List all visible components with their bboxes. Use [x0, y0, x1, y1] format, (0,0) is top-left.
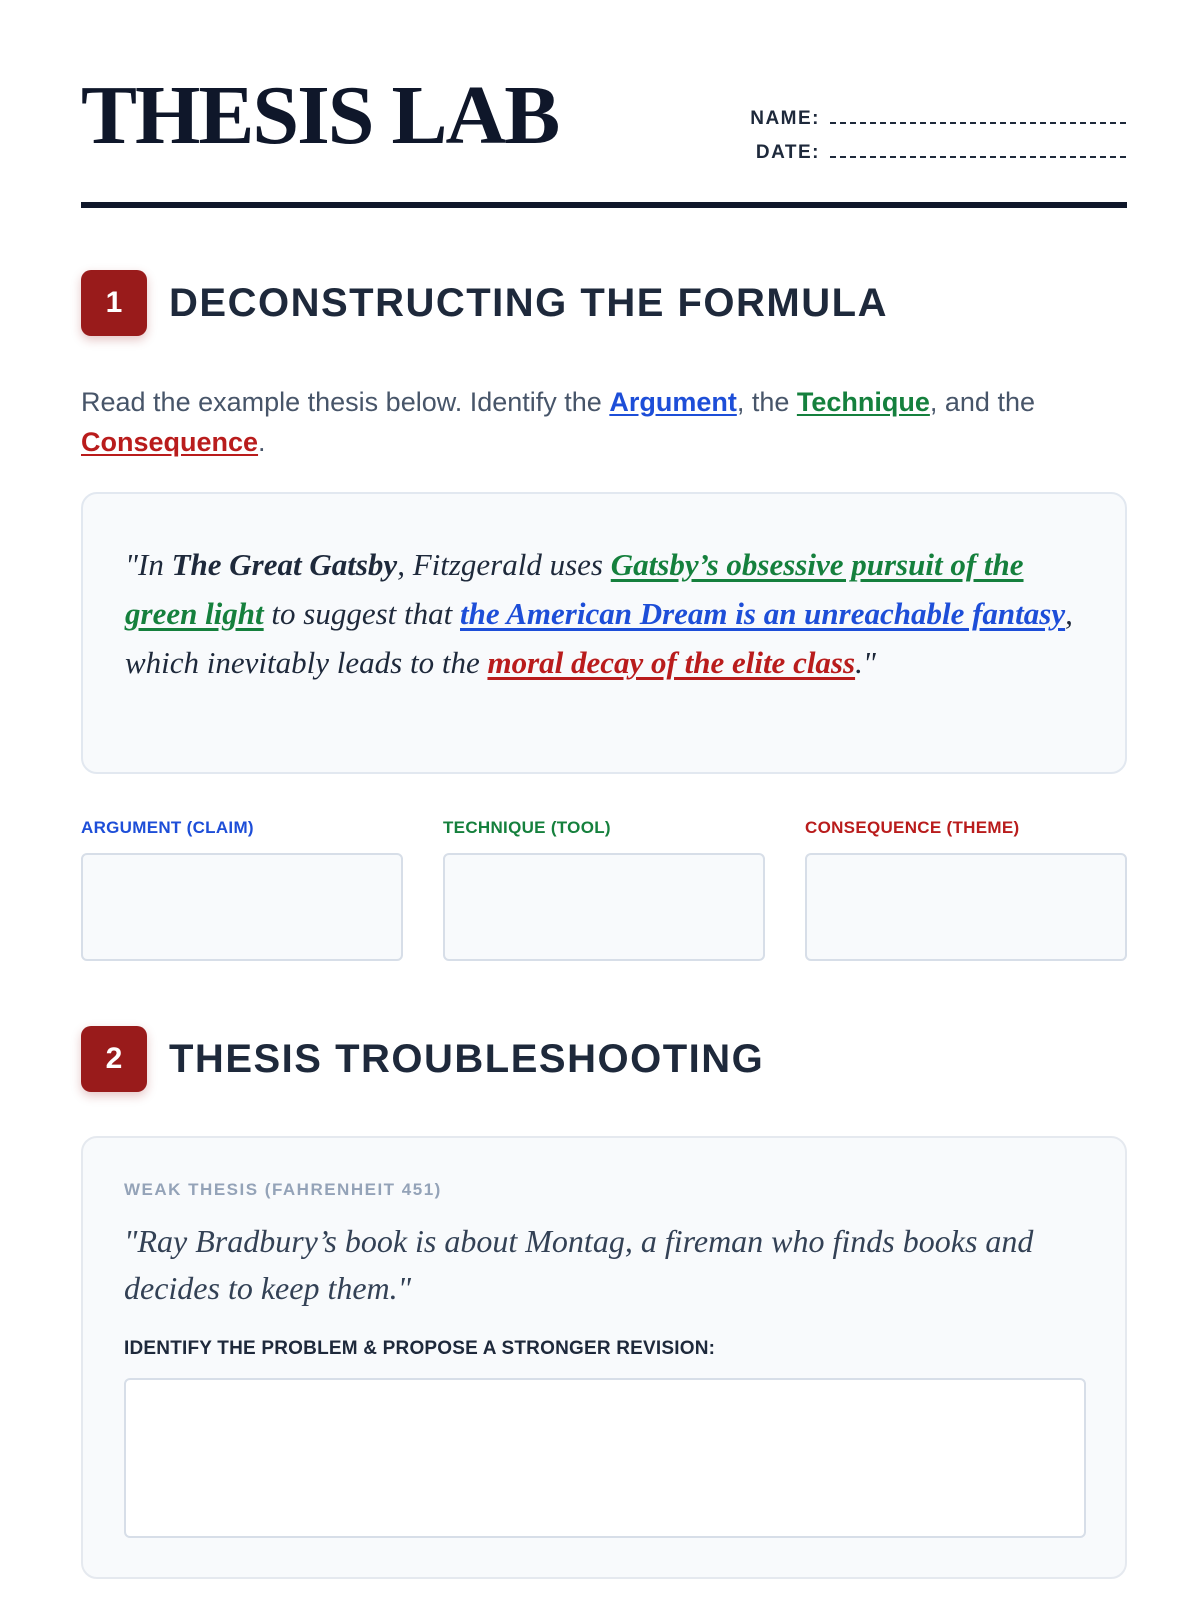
- header-divider: [81, 202, 1127, 208]
- date-label: DATE:: [755, 142, 820, 163]
- name-row: [750, 102, 1126, 136]
- section-2-heading: [81, 1026, 764, 1092]
- revision-input[interactable]: [124, 1378, 1086, 1538]
- instructions-text: , the: [736, 387, 797, 417]
- student-info: [750, 102, 1126, 170]
- technique-field-label: TECHNIQUE (TOOL): [443, 818, 611, 837]
- section-title: THESIS TROUBLESHOOTING: [169, 1036, 765, 1081]
- argument-input[interactable]: [81, 853, 403, 961]
- instructions-text: Read the example thesis below. Identify the: [81, 387, 610, 417]
- quote-text: .": [855, 645, 876, 680]
- section-title: DECONSTRUCTING THE FORMULA: [169, 280, 888, 325]
- revision-prompt: IDENTIFY THE PROBLEM & PROPOSE A STRONGER REVISION:: [124, 1338, 716, 1359]
- page-title: THESIS LAB: [81, 69, 559, 162]
- date-row: [750, 136, 1126, 170]
- quote-text: to suggest that: [263, 596, 460, 631]
- example-thesis-box: [81, 492, 1127, 774]
- technique-input[interactable]: [443, 853, 765, 961]
- consequence-highlight: moral decay of the elite class: [487, 645, 856, 680]
- quote-text: "In: [125, 547, 172, 582]
- technique-highlight: Gatsby’s obsessive pursuit of the green light: [125, 547, 1024, 631]
- section-1-heading: [81, 270, 888, 336]
- book-title: The Great Gatsby: [171, 547, 398, 582]
- argument-highlight: the American Dream is an unreachable fantasy: [460, 596, 1066, 631]
- section-number-badge: 1: [81, 270, 147, 336]
- consequence-keyword: Consequence: [81, 427, 259, 457]
- instructions-text: , and the: [929, 387, 1035, 417]
- technique-keyword: Technique: [796, 387, 930, 417]
- quote-text: , which inevitably leads to the: [125, 596, 1073, 680]
- quote-text: , Fitzgerald uses: [397, 547, 611, 582]
- argument-keyword: Argument: [609, 387, 737, 417]
- section-number-badge: 2: [81, 1026, 147, 1092]
- instructions-text: .: [258, 427, 266, 457]
- weak-thesis-label: WEAK THESIS (FAHRENHEIT 451): [124, 1180, 442, 1199]
- weak-thesis-quote: "Ray Bradbury’s book is about Montag, a fireman who finds books and decides to keep them.": [124, 1223, 1034, 1306]
- instructions: [81, 382, 1127, 462]
- consequence-input[interactable]: [805, 853, 1127, 961]
- name-field[interactable]: [830, 102, 1126, 124]
- troubleshooting-card: [81, 1136, 1127, 1579]
- argument-field-label: ARGUMENT (CLAIM): [81, 818, 254, 837]
- name-label: NAME:: [750, 108, 820, 129]
- example-thesis: [125, 540, 1083, 687]
- consequence-field-label: CONSEQUENCE (THEME): [805, 818, 1020, 837]
- date-field[interactable]: [830, 136, 1126, 158]
